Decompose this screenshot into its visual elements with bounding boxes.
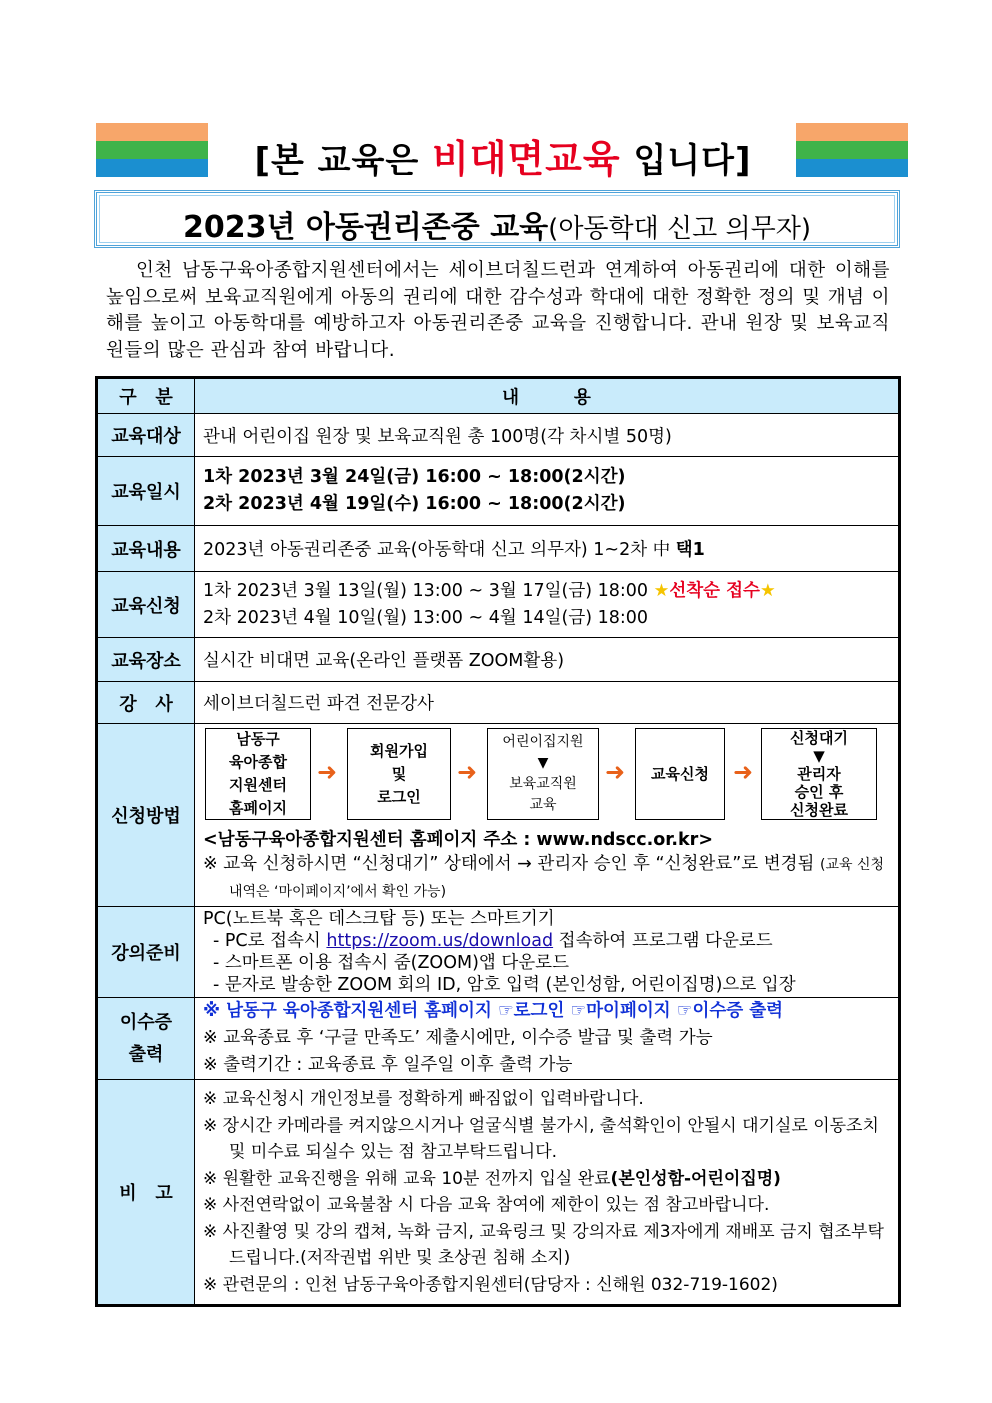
flow-step-apply: 교육신청	[635, 728, 725, 820]
label-target: 교육대상	[97, 414, 195, 457]
row-remarks	[97, 1080, 900, 1306]
instructor-text: 세이브더칠드런 파견 전문강사	[195, 682, 900, 724]
prep-line-4: - 문자로 발송한 ZOOM 회의 ID, 암호 입력 (본인성함, 어린이집명)으로 입장	[213, 975, 796, 995]
flow-step-signup: 회원가입 및 로그인	[347, 728, 451, 820]
table-header-row	[97, 378, 900, 414]
flow-step-approval: 신청대기 ▼ 관리자 승인 후 신청완료	[761, 728, 877, 820]
label-apply: 교육신청	[97, 572, 195, 638]
page-title	[97, 202, 897, 246]
star-icon: ★	[653, 580, 670, 601]
intro-paragraph: 인천 남동구육아종합지원센터에서는 세이브더칠드런과 연계하여 아동권리에 대한 이해를 높임으로써 보육교직원에게 아동의 권리에 대한 감수성과 학대에 대한 정확한 정의 및 개념 이해를 높이고 아동학대를 예방하고자 아동권리존중 교육을 진행합니다. 관내 원장 및 보육교직원들의 많은 관심과 참여 바랍니다.	[106, 260, 890, 361]
first-come-label: 선착순 접수	[669, 580, 760, 601]
flow-step-homepage: 남동구 육아종합 지원센터 홈페이지	[205, 728, 311, 820]
row-place	[97, 638, 900, 682]
arrow-icon: ➜	[457, 758, 478, 786]
content-text: 2023년 아동권리존중 교육(아동학대 신고 의무자) 1~2차 中	[203, 540, 671, 560]
remark-item: ※ 교육신청시 개인정보를 정확하게 빠짐없이 입력바랍니다.	[203, 1089, 644, 1109]
header-category: 구 분	[97, 378, 195, 414]
cert-line-2: ※ 교육종료 후 ‘구글 만족도’ 제출시에만, 이수증 발급 및 출력 가능	[203, 1028, 713, 1048]
remark-item-zoom: ※ 원활한 교육진행을 위해 교육 10분 전까지 입실 완료(본인성함-어린이집명)	[203, 1168, 781, 1189]
header-content: 내 용	[195, 378, 900, 414]
remark-item-contact: ※ 관련문의 : 인천 남동구육아종합지원센터(담당자 : 신해원 032-719-1602)	[203, 1274, 778, 1295]
label-content: 교육내용	[97, 526, 195, 572]
schedule-line-2: 2차 2023년 4월 19일(수) 16:00 ~ 18:00(2시간)	[203, 494, 626, 514]
banner-highlight: 비대면교육	[432, 137, 621, 181]
row-instructor	[97, 682, 900, 724]
label-place: 교육장소	[97, 638, 195, 682]
prep-line-3: - 스마트폰 이용 접속시 줌(ZOOM)앱 다운로드	[213, 953, 569, 973]
apply-line-2: 2차 2023년 4월 10일(월) 13:00 ~ 4월 14일(금) 18:00	[203, 607, 649, 628]
cert-line-3: ※ 출력기간 : 교육종료 후 일주일 이후 출력 가능	[203, 1055, 573, 1075]
arrow-icon: ➜	[317, 758, 338, 786]
star-icon: ★	[759, 580, 776, 601]
place-text: 실시간 비대면 교육(온라인 플랫폼 ZOOM활용)	[195, 638, 900, 682]
decorative-stripes-right	[796, 123, 908, 177]
label-cert-1: 이수증	[119, 1011, 173, 1033]
zoom-download-link[interactable]: https://zoom.us/download	[326, 931, 554, 951]
arrow-icon: ➜	[733, 758, 754, 786]
row-schedule	[97, 457, 900, 526]
remark-item: ※ 사전연락없이 교육불참 시 다음 교육 참여에 제한이 있는 점 참고바랍니다.	[203, 1195, 770, 1215]
prep-line-1: PC(노트북 혹은 데스크탑 등) 또는 스마트기기	[203, 909, 555, 929]
label-method: 신청방법	[97, 724, 195, 907]
arrow-icon: ➜	[605, 758, 626, 786]
row-method	[97, 724, 900, 907]
info-table	[95, 376, 901, 1307]
banner-suffix: 입니다]	[633, 141, 752, 181]
title-sub: (아동학대 신고 의무자)	[548, 214, 812, 244]
schedule-line-1: 1차 2023년 3월 24일(금) 16:00 ~ 18:00(2시간)	[203, 467, 626, 487]
label-cert-2: 출력	[128, 1043, 164, 1065]
decorative-stripes-left	[96, 123, 208, 177]
target-text: 관내 어린이집 원장 및 보육교직원 총 100명(각 차시별 50명)	[195, 414, 900, 457]
row-certificate	[97, 998, 900, 1080]
notice-banner	[210, 128, 796, 183]
method-note: ※ 교육 신청하시면 “신청대기” 상태에서 → 관리자 승인 후 “신청완료”로 변경됨	[203, 854, 815, 874]
banner-prefix: [본 교육은	[254, 141, 420, 181]
prep-line-2-pre: - PC로 접속시	[213, 931, 321, 951]
cert-line-1: ※ 남동구 육아종합지원센터 홈페이지 ☞로그인 ☞마이페이지 ☞이수증 출력	[203, 1001, 784, 1021]
content-choice: 택1	[675, 540, 705, 560]
remark-item: ※ 장시간 카메라를 켜지않으시거나 얼굴식별 불가시, 출석확인이 안될시 대기실로 이동조치 및 미수료 되실수 있는 점 참고부탁드립니다.	[203, 1115, 879, 1162]
apply-line-1: 1차 2023년 3월 13일(월) 13:00 ~ 3월 17일(금) 18:00	[203, 580, 649, 601]
label-remarks: 비 고	[97, 1080, 195, 1306]
label-schedule: 교육일시	[97, 457, 195, 526]
label-instructor: 강 사	[97, 682, 195, 724]
homepage-address: <남동구육아종합지원센터 홈페이지 주소 : www.ndscc.or.kr>	[203, 830, 713, 850]
remark-item: ※ 사진촬영 및 강의 캡쳐, 녹화 금지, 교육링크 및 강의자료 제3자에게 재배포 금지 협조부탁드립니다.(저작권법 위반 및 초상권 침해 소지)	[203, 1221, 884, 1268]
prep-line-2-post: 접속하여 프로그램 다운로드	[558, 931, 773, 951]
apply-flow	[203, 724, 890, 822]
row-apply	[97, 572, 900, 638]
row-target	[97, 414, 900, 457]
title-box	[94, 190, 900, 248]
label-prep: 강의준비	[97, 907, 195, 998]
title-main: 2023년 아동권리존중 교육	[182, 210, 549, 245]
method-note-small: (교육 신청내역은 ‘마이페이지’에서 확인 가능)	[229, 857, 885, 900]
flow-step-menu: 어린이집지원 ▼ 보육교직원 교육	[487, 728, 599, 820]
row-content	[97, 526, 900, 572]
row-prep	[97, 907, 900, 998]
